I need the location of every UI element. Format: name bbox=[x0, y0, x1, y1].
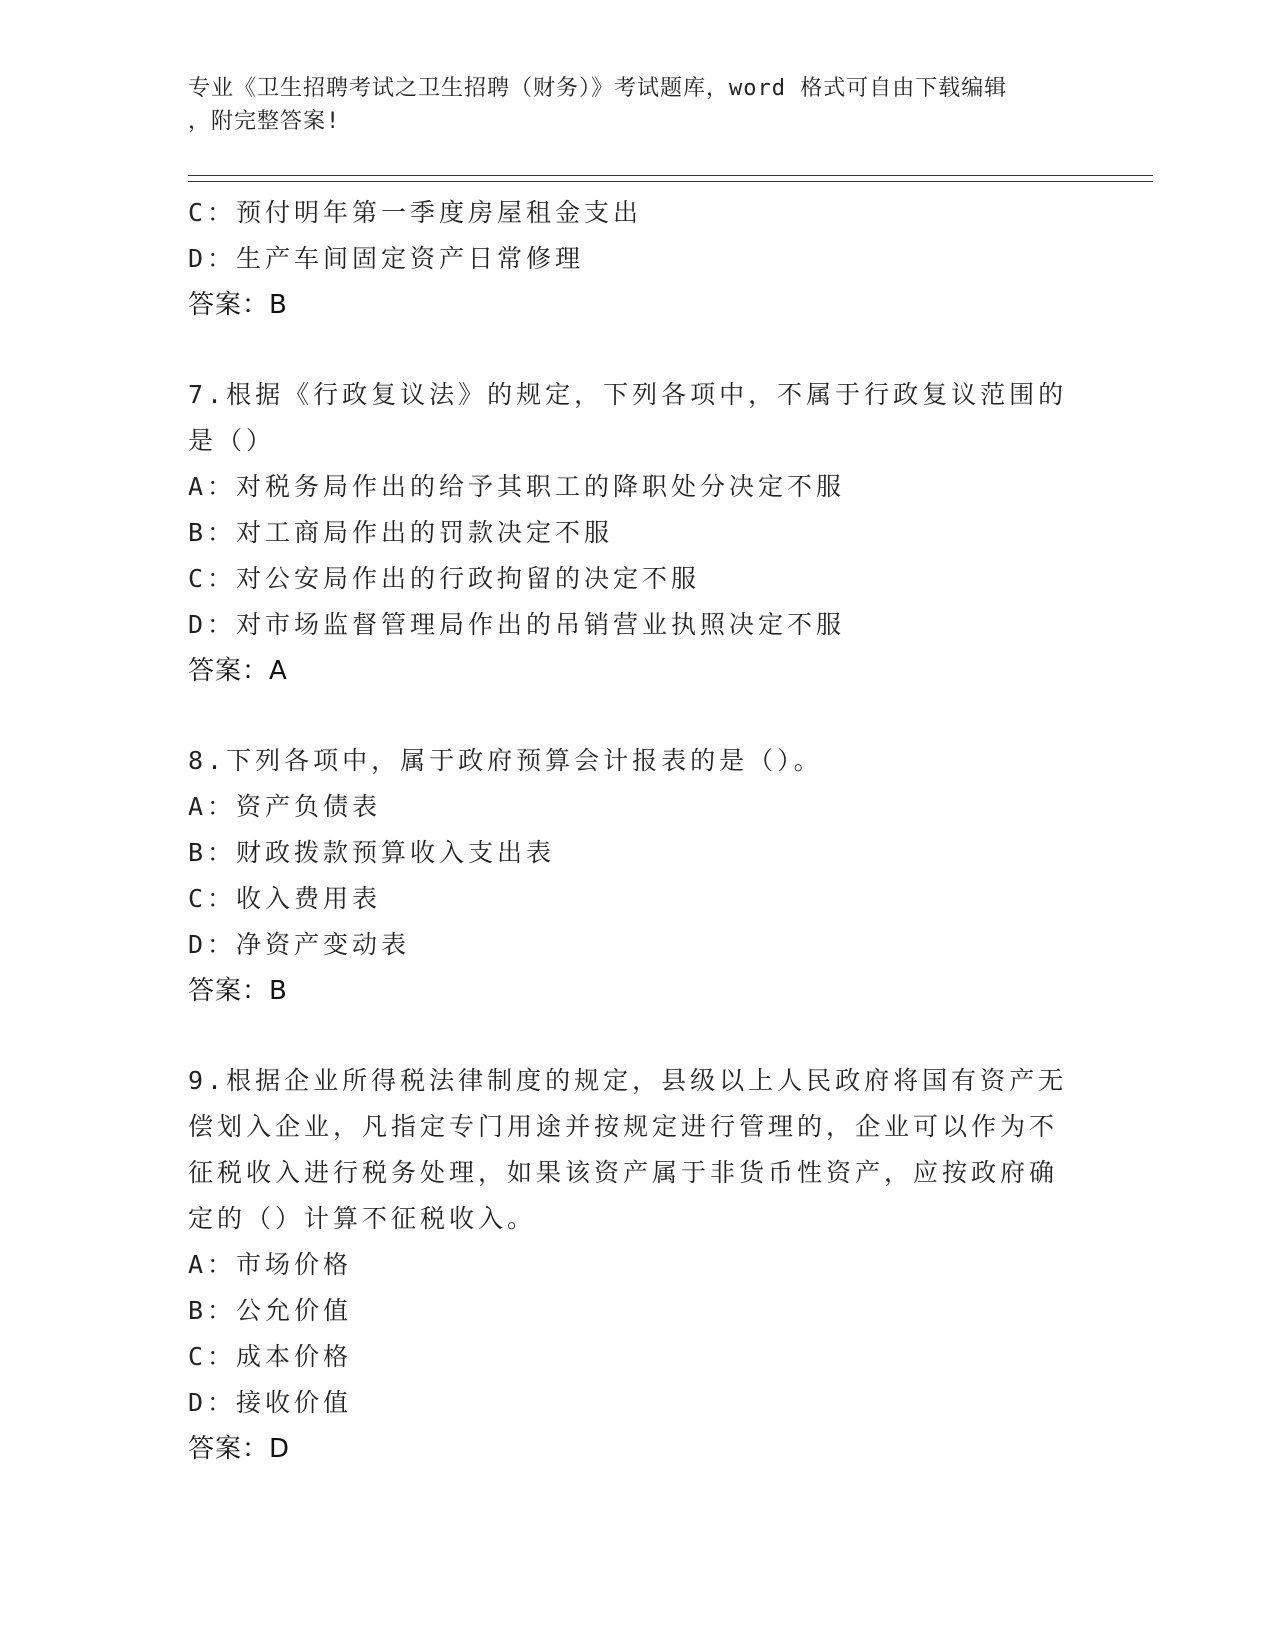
question-9 bbox=[188, 1058, 1088, 1472]
question-stem: 征税收入进行税务处理，如果该资产属于非货币性资产，应按政府确 bbox=[188, 1158, 1059, 1187]
option-b: B：对工商局作出的罚款决定不服 bbox=[188, 518, 614, 547]
header-divider-top bbox=[188, 175, 1153, 176]
answer: 答案：A bbox=[188, 656, 288, 686]
option-c: C：收入费用表 bbox=[188, 884, 382, 913]
document-header bbox=[188, 72, 1068, 138]
question-stem: 偿划入企业，凡指定专门用途并按规定进行管理的，企业可以作为不 bbox=[188, 1112, 1059, 1141]
question-stem: 是（） bbox=[188, 426, 276, 455]
answer: 答案：B bbox=[188, 976, 288, 1006]
option-d: D：净资产变动表 bbox=[188, 930, 411, 959]
spacer bbox=[188, 694, 1088, 738]
option-a: A：资产负债表 bbox=[188, 792, 382, 821]
header-divider-bottom bbox=[188, 181, 1153, 182]
option-c: C：预付明年第一季度房屋租金支出 bbox=[188, 198, 643, 227]
question-stem: 定的（）计算不征税收入。 bbox=[188, 1204, 537, 1233]
question-stem: 9.根据企业所得税法律制度的规定，县级以上人民政府将国有资产无 bbox=[188, 1066, 1068, 1095]
question-8 bbox=[188, 738, 1088, 1014]
option-d: D：生产车间固定资产日常修理 bbox=[188, 244, 585, 273]
option-c: C：对公安局作出的行政拘留的决定不服 bbox=[188, 564, 701, 593]
question-stem: 7.根据《行政复议法》的规定，下列各项中，不属于行政复议范围的 bbox=[188, 380, 1068, 409]
question-stem: 8.下列各项中，属于政府预算会计报表的是（）。 bbox=[188, 746, 823, 775]
option-d: D：接收价值 bbox=[188, 1388, 353, 1417]
header-line-1: 专业《卫生招聘考试之卫生招聘（财务）》考试题库，word 格式可自由下载编辑 bbox=[188, 76, 1008, 101]
option-c: C：成本价格 bbox=[188, 1342, 353, 1371]
header-line-2: ，附完整答案! bbox=[188, 109, 341, 134]
option-a: A：对税务局作出的给予其职工的降职处分决定不服 bbox=[188, 472, 846, 501]
answer: 答案：B bbox=[188, 290, 288, 320]
spacer bbox=[188, 1014, 1088, 1058]
question-7 bbox=[188, 372, 1088, 694]
option-a: A：市场价格 bbox=[188, 1250, 353, 1279]
spacer bbox=[188, 328, 1088, 372]
option-d: D：对市场监督管理局作出的吊销营业执照决定不服 bbox=[188, 610, 846, 639]
question-list bbox=[188, 190, 1088, 1472]
option-b: B：公允价值 bbox=[188, 1296, 353, 1325]
question-6-tail bbox=[188, 190, 1088, 328]
answer: 答案：D bbox=[188, 1434, 291, 1464]
option-b: B：财政拨款预算收入支出表 bbox=[188, 838, 556, 867]
